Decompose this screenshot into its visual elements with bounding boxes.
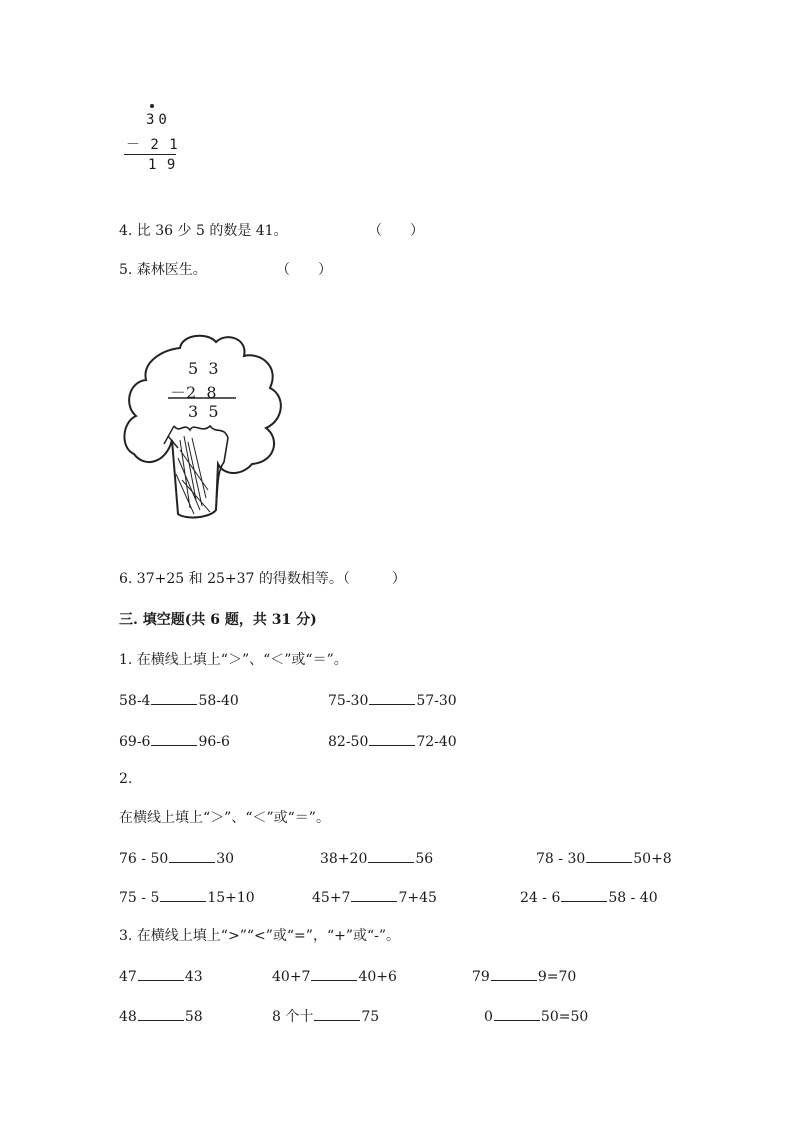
answer-blank[interactable] (351, 887, 397, 902)
answer-blank[interactable] (586, 848, 632, 863)
answer-blank[interactable] (494, 1006, 540, 1021)
answer-blank[interactable] (491, 966, 537, 981)
comparison-item: 0 50=50 (484, 1006, 588, 1026)
answer-blank[interactable] (138, 966, 184, 981)
tree-illustration (120, 330, 295, 525)
comparison-item: 58-4 58-40 (119, 690, 239, 710)
answer-blank[interactable] (311, 966, 357, 981)
section3-q3-prompt: 3. 在横线上填上“>”“<”或“=”，“+”或“-”。 (119, 928, 401, 944)
question-4-text: 4. 比 36 少 5 的数是 41。 (119, 223, 288, 239)
answer-blank[interactable] (369, 731, 415, 746)
vertical-minus-line: － 2 1 (126, 137, 179, 153)
answer-blank[interactable] (160, 887, 206, 902)
answer-blank[interactable] (369, 690, 415, 705)
section3-q2-prompt: 在横线上填上“＞”、“＜”或“＝”。 (119, 810, 330, 826)
comparison-item: 24 - 6 58 - 40 (520, 887, 658, 907)
tree-row-2: －2 8 (170, 383, 217, 402)
section3-q1-prompt: 1. 在横线上填上“＞”、“＜”或“＝”。 (119, 652, 348, 668)
vertical-top: 30 (146, 112, 171, 128)
comparison-item: 79 9=70 (472, 966, 576, 986)
comparison-item: 8 个十 75 (272, 1006, 379, 1026)
question-4-answer-paren[interactable]: （ ） (368, 223, 424, 239)
answer-blank[interactable] (138, 1006, 184, 1021)
borrow-dot (150, 104, 154, 108)
vertical-result: 1 9 (148, 157, 177, 173)
comparison-item: 76 - 50 30 (119, 848, 234, 868)
tree-row-3: 3 5 (188, 402, 219, 421)
section-3-title: 三. 填空题(共 6 题，共 31 分) (119, 612, 317, 628)
comparison-item: 82-50 72-40 (328, 731, 457, 751)
comparison-item: 75 - 5 15+10 (119, 887, 255, 907)
answer-blank[interactable] (368, 848, 414, 863)
section3-q2-number: 2. (119, 771, 133, 787)
answer-blank[interactable] (314, 1006, 360, 1021)
comparison-item: 47 43 (119, 966, 203, 986)
question-6-text: 6. 37+25 和 25+37 的得数相等。（ ） (119, 571, 406, 587)
vertical-rule (124, 154, 176, 155)
question-5-answer-paren[interactable]: （ ） (276, 262, 332, 278)
comparison-item: 45+7 7+45 (312, 887, 437, 907)
question-5-text: 5. 森林医生。 (119, 262, 207, 278)
answer-blank[interactable] (169, 848, 215, 863)
comparison-item: 75-30 57-30 (328, 690, 457, 710)
comparison-item: 78 - 30 50+8 (536, 848, 672, 868)
comparison-item: 40+7 40+6 (272, 966, 397, 986)
answer-blank[interactable] (151, 731, 197, 746)
comparison-item: 38+20 56 (320, 848, 433, 868)
comparison-item: 69-6 96-6 (119, 731, 230, 751)
answer-blank[interactable] (151, 690, 197, 705)
answer-blank[interactable] (561, 887, 607, 902)
tree-row-1: 5 3 (188, 359, 219, 378)
comparison-item: 48 58 (119, 1006, 203, 1026)
